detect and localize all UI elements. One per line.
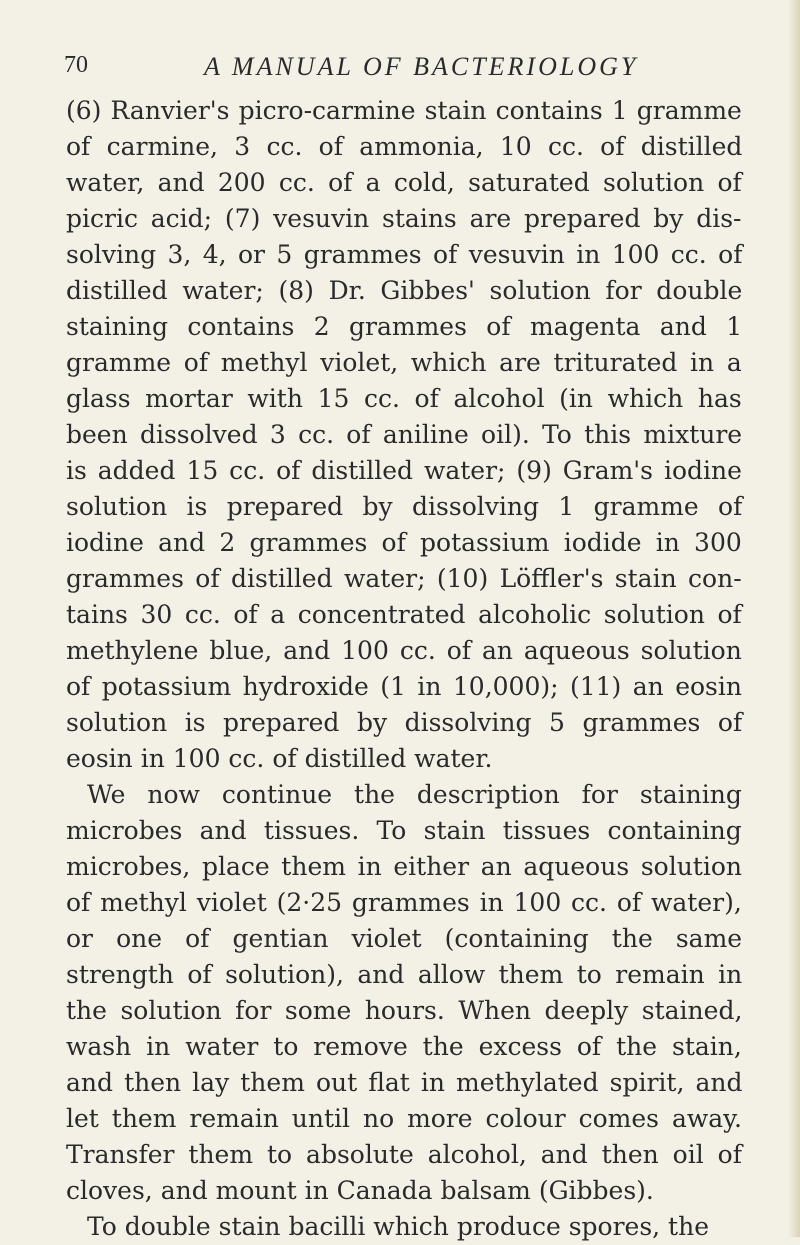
text-line: methylene blue, and 100 cc. of an aqueous solution (66, 636, 742, 665)
text-line: of potassium hydroxide (1 in 10,000); (11) an eosin (66, 672, 742, 701)
body-text (66, 93, 742, 1245)
text-line: solution is prepared by dissolving 1 gramme of (66, 492, 743, 521)
text-line: is added 15 cc. of distilled water; (9) Gram's iodine (66, 456, 742, 485)
text-line: picric acid; (7) vesuvin stains are prepared by dis- (66, 204, 742, 233)
text-line: and then lay them out flat in methylated spirit, and (66, 1068, 743, 1097)
text-line: iodine and 2 grammes of potassium iodide in 300 (66, 528, 742, 557)
text-line: strength of solution), and allow them to remain in (66, 960, 743, 989)
page-header (64, 44, 744, 84)
text-line: solving 3, 4, or 5 grammes of vesuvin in 100 cc. of (66, 240, 743, 269)
text-line: the solution for some hours. When deeply stained, (66, 996, 743, 1025)
text-line: of carmine, 3 cc. of ammonia, 10 cc. of distilled (66, 132, 743, 161)
text-line: gramme of methyl violet, which are triturated in a (66, 348, 742, 377)
text-line: microbes, place them in either an aqueous solution (66, 852, 742, 881)
text-line: wash in water to remove the excess of the stain, (66, 1032, 742, 1061)
text-line: or one of gentian violet (containing the same (66, 924, 743, 953)
page-number: 70 (64, 52, 88, 78)
paragraph-first-line: We now continue the description for staining (87, 780, 742, 809)
text-line: Transfer them to absolute alcohol, and then oil of (66, 1140, 742, 1169)
text-line: grammes of distilled water; (10) Löffler's stain con- (66, 564, 742, 593)
text-line: been dissolved 3 cc. of aniline oil). To this mixture (66, 420, 743, 449)
running-head: A MANUAL OF BACTERIOLOGY (204, 52, 639, 81)
text-line: let them remain until no more colour comes away. (66, 1104, 742, 1133)
text-line: eosin in 100 cc. of distilled water. (66, 744, 493, 773)
page-edge-shadow (788, 0, 800, 1237)
text-line: (6) Ranvier's picro-carmine stain contains 1 gramme (66, 96, 742, 125)
text-line: solution is prepared by dissolving 5 grammes of (66, 708, 743, 737)
text-line: glass mortar with 15 cc. of alcohol (in which has (66, 384, 742, 413)
text-line: of methyl violet (2·25 grammes in 100 cc. of water), (66, 888, 742, 917)
text-line: cloves, and mount in Canada balsam (Gibbes). (66, 1176, 654, 1205)
text-line: microbes and tissues. To stain tissues containing (66, 816, 742, 845)
text-line: water, and 200 cc. of a cold, saturated solution of (66, 168, 742, 197)
text-line: staining contains 2 grammes of magenta and 1 (66, 312, 743, 341)
text-line: distilled water; (8) Dr. Gibbes' solution for double (66, 276, 743, 305)
paragraph-first-line: To double stain bacilli which produce spores, the (87, 1212, 709, 1241)
text-line: tains 30 cc. of a concentrated alcoholic solution of (66, 600, 742, 629)
